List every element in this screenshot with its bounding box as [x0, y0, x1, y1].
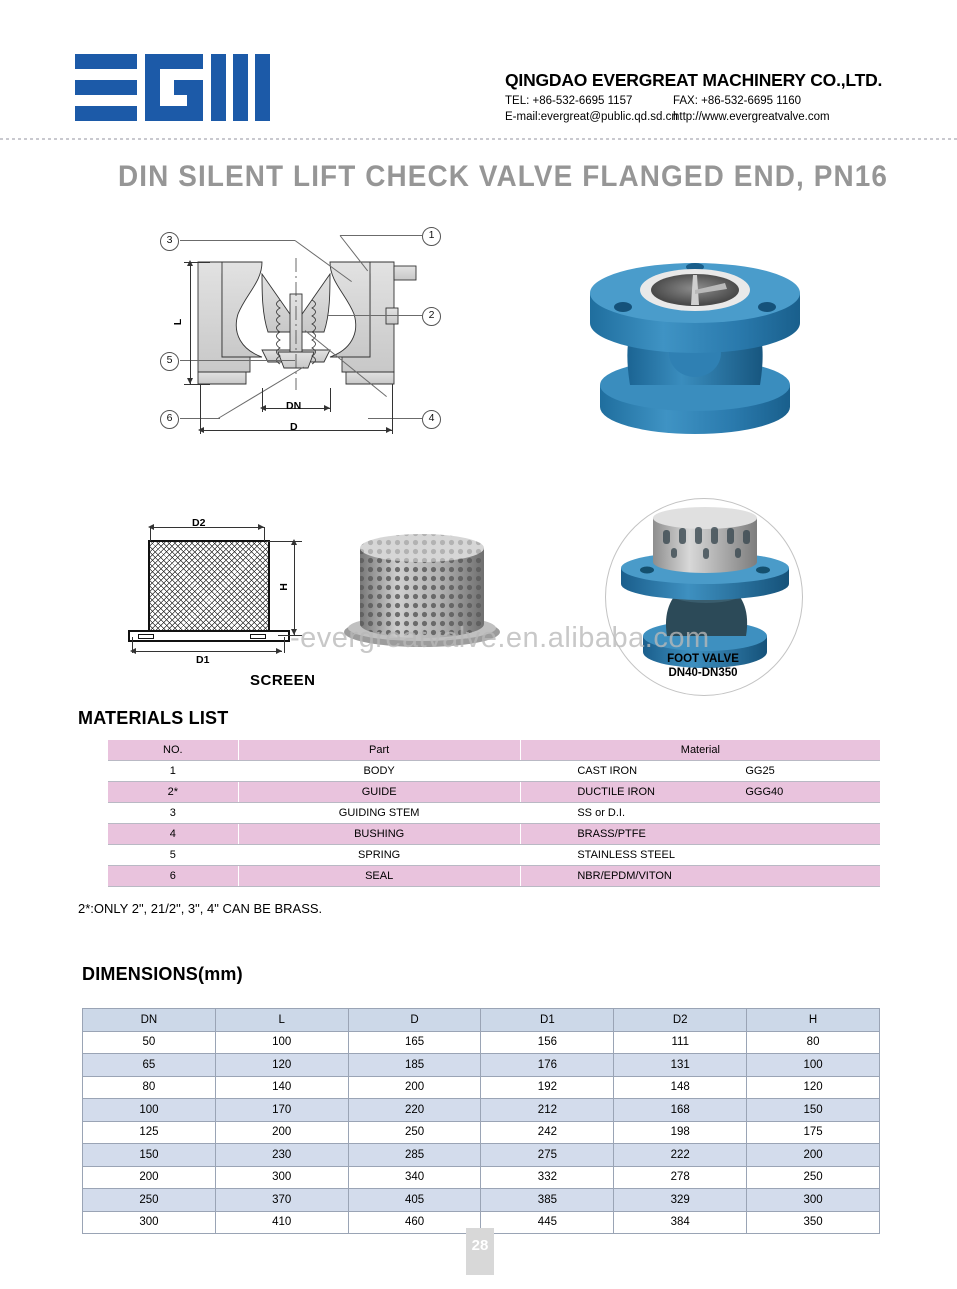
- materials-list-heading: MATERIALS LIST: [78, 708, 229, 728]
- valve-section-svg: [150, 222, 450, 462]
- dim-cell: 50: [83, 1031, 216, 1054]
- dim-D1-ext-left: [132, 637, 133, 653]
- dim-D2-arrow-left: [148, 524, 154, 530]
- table-row: [83, 1076, 880, 1099]
- screen-mesh-pattern: [148, 540, 270, 634]
- table-row: [108, 782, 880, 803]
- dim-col-l: L: [215, 1009, 348, 1032]
- watermark-text: -evergreatvalve.en.alibaba.com: [290, 622, 710, 654]
- tel-label: TEL:: [505, 95, 530, 107]
- dim-D-arrow-left: [198, 427, 204, 433]
- callout-5: 5: [160, 352, 179, 371]
- callout-1: 1: [422, 227, 441, 246]
- material-no: 5: [108, 845, 238, 866]
- telephone: [505, 95, 673, 107]
- dim-cell: 410: [215, 1211, 348, 1234]
- dim-D1-ext-right: [284, 637, 285, 653]
- material-part: BUSHING: [238, 824, 520, 845]
- dim-cell: 125: [83, 1121, 216, 1144]
- materials-footnote: 2*:ONLY 2", 21/2", 3", 4" CAN BE BRASS.: [78, 901, 323, 916]
- dimensions-table: [82, 1008, 880, 1234]
- foot-valve-caption-line1: FOOT VALVE: [667, 653, 739, 665]
- website-url[interactable]: http://www.evergreatvalve.com: [673, 111, 830, 123]
- dim-col-h: H: [747, 1009, 880, 1032]
- materials-list-table: [108, 740, 880, 887]
- material-value: BRASS/PTFE: [520, 824, 880, 845]
- dim-D2-ext-left: [150, 527, 151, 541]
- dim-D1-arrow-left: [130, 648, 136, 654]
- company-logo-icon: [75, 52, 271, 124]
- dim-cell: 329: [614, 1189, 747, 1212]
- leader-3: [180, 240, 295, 241]
- dim-D-ext-left: [200, 384, 201, 434]
- screen-caption: SCREEN: [250, 672, 316, 689]
- company-info: [505, 70, 945, 123]
- callout-4: 4: [422, 410, 441, 429]
- table-header-row: [108, 740, 880, 761]
- dim-col-dn: DN: [83, 1009, 216, 1032]
- check-valve-product-photo: [575, 235, 815, 460]
- material-part: BODY: [238, 761, 520, 782]
- material-no: 6: [108, 866, 238, 887]
- dim-cell: 192: [481, 1076, 614, 1099]
- dim-label-D: D: [290, 421, 298, 433]
- dim-cell: 250: [83, 1189, 216, 1212]
- leader-2: [328, 315, 422, 316]
- dim-label-D1: D1: [196, 654, 210, 666]
- dim-H-ext-top: [266, 541, 302, 542]
- email-address: E-mail:evergreat@public.qd.sd.cn: [505, 111, 678, 123]
- dim-cell: 340: [348, 1166, 481, 1189]
- material-no: 2*: [108, 782, 238, 803]
- dim-cell: 80: [747, 1031, 880, 1054]
- dim-cell: 111: [614, 1031, 747, 1054]
- material-no: 4: [108, 824, 238, 845]
- dim-cell: 200: [747, 1144, 880, 1167]
- fax-value: +86-532-6695 1160: [701, 95, 802, 107]
- base-hole-right: [250, 634, 266, 639]
- dim-label-DN: DN: [286, 400, 302, 412]
- dim-cell: 200: [215, 1121, 348, 1144]
- base-hole-left: [138, 634, 154, 639]
- table-row: [83, 1121, 880, 1144]
- dim-cell: 242: [481, 1121, 614, 1144]
- dim-cell: 445: [481, 1211, 614, 1234]
- foot-valve-caption: [605, 652, 801, 680]
- material-part: SEAL: [238, 866, 520, 887]
- dim-cell: 220: [348, 1099, 481, 1122]
- foot-valve-caption-line2: DN40-DN350: [668, 667, 738, 679]
- valve-cross-section-drawing: [150, 222, 450, 462]
- table-row: [83, 1054, 880, 1077]
- table-row: [108, 845, 880, 866]
- leader-5: [180, 360, 295, 361]
- dim-L-arrow-top: [187, 260, 193, 266]
- table-row: [108, 761, 880, 782]
- table-row: [108, 824, 880, 845]
- dim-cell: 185: [348, 1054, 481, 1077]
- dim-cell: 170: [215, 1099, 348, 1122]
- materials-col-part: Part: [238, 740, 520, 761]
- page-title: DIN SILENT LIFT CHECK VALVE FLANGED END, PN16: [118, 160, 888, 193]
- dim-cell: 285: [348, 1144, 481, 1167]
- dim-cell: 250: [348, 1121, 481, 1144]
- callout-2: 2: [422, 307, 441, 326]
- dim-label-D2: D2: [192, 517, 206, 529]
- dim-cell: 150: [747, 1099, 880, 1122]
- fax: [673, 95, 801, 107]
- dim-cell: 150: [83, 1144, 216, 1167]
- dim-cell: 200: [83, 1166, 216, 1189]
- dim-cell: 300: [747, 1189, 880, 1212]
- dim-L-ext-bottom: [184, 384, 210, 385]
- dim-cell: 300: [215, 1166, 348, 1189]
- material-part: SPRING: [238, 845, 520, 866]
- callout-3: 3: [160, 232, 179, 251]
- table-row: [108, 803, 880, 824]
- dim-cell: 65: [83, 1054, 216, 1077]
- dim-D2-line: [150, 527, 264, 528]
- dim-col-d: D: [348, 1009, 481, 1032]
- callout-6: 6: [160, 410, 179, 429]
- material-part: GUIDE: [238, 782, 520, 803]
- screen-base-plate: [128, 630, 290, 642]
- company-name: QINGDAO EVERGREAT MACHINERY CO.,LTD.: [505, 70, 883, 90]
- dim-DN-ext-left: [262, 388, 263, 412]
- material-no: 3: [108, 803, 238, 824]
- dim-col-d2: D2: [614, 1009, 747, 1032]
- contact-row-web: [505, 111, 945, 123]
- dim-D2-ext-right: [264, 527, 265, 541]
- dim-cell: 165: [348, 1031, 481, 1054]
- dim-cell: 384: [614, 1211, 747, 1234]
- dim-DN-ext-right: [330, 388, 331, 412]
- materials-col-material: Material: [520, 740, 880, 761]
- table-row: [108, 866, 880, 887]
- dim-cell: 148: [614, 1076, 747, 1099]
- dim-L-line: [190, 262, 191, 384]
- dim-cell: 300: [83, 1211, 216, 1234]
- material-value: SS or D.I.: [520, 803, 880, 824]
- dimensions-heading: DIMENSIONS(mm): [82, 964, 243, 984]
- dim-cell: 460: [348, 1211, 481, 1234]
- dim-cell: 168: [614, 1099, 747, 1122]
- material-value: NBR/EPDM/VITON: [520, 866, 880, 887]
- page-header: [0, 0, 957, 140]
- material-value: STAINLESS STEEL: [520, 845, 880, 866]
- dim-cell: 222: [614, 1144, 747, 1167]
- dim-cell: 230: [215, 1144, 348, 1167]
- material-no: 1: [108, 761, 238, 782]
- table-row: [83, 1166, 880, 1189]
- dim-cell: 198: [614, 1121, 747, 1144]
- dim-cell: 100: [215, 1031, 348, 1054]
- fax-label: FAX:: [673, 95, 698, 107]
- dim-cell: 385: [481, 1189, 614, 1212]
- dim-cell: 156: [481, 1031, 614, 1054]
- dim-cell: 140: [215, 1076, 348, 1099]
- dim-cell: 350: [747, 1211, 880, 1234]
- dim-cell: 131: [614, 1054, 747, 1077]
- table-row: [83, 1099, 880, 1122]
- dim-cell: 120: [747, 1076, 880, 1099]
- table-row: [83, 1144, 880, 1167]
- dim-col-d1: D1: [481, 1009, 614, 1032]
- dim-cell: 176: [481, 1054, 614, 1077]
- table-row: [83, 1031, 880, 1054]
- dim-D1-arrow-right: [276, 648, 282, 654]
- dim-H-arrow-top: [291, 539, 297, 545]
- dim-cell: 370: [215, 1189, 348, 1212]
- material-value: DUCTILE IRON GGG40: [520, 782, 880, 803]
- dim-D1-line: [132, 651, 282, 652]
- material-value: CAST IRON GG25: [520, 761, 880, 782]
- dim-cell: 332: [481, 1166, 614, 1189]
- dim-cell: 175: [747, 1121, 880, 1144]
- tel-value: +86-532-6695 1157: [532, 95, 633, 107]
- table-header-row: [83, 1009, 880, 1032]
- dim-cell: 278: [614, 1166, 747, 1189]
- dim-cell: 80: [83, 1076, 216, 1099]
- header-divider: [0, 138, 957, 140]
- dim-cell: 100: [83, 1099, 216, 1122]
- dim-cell: 250: [747, 1166, 880, 1189]
- leader-1: [340, 235, 422, 236]
- dim-cell: 200: [348, 1076, 481, 1099]
- dim-cell: 100: [747, 1054, 880, 1077]
- dim-L-ext-top: [184, 262, 210, 263]
- dim-cell: 120: [215, 1054, 348, 1077]
- dim-label-L: L: [172, 318, 185, 326]
- contact-row-phone: [505, 95, 945, 107]
- leader-4: [368, 418, 422, 419]
- dim-DN-arrow-left: [260, 405, 266, 411]
- dim-cell: 212: [481, 1099, 614, 1122]
- page-number: 28: [471, 1237, 489, 1254]
- dim-cell: 405: [348, 1189, 481, 1212]
- table-row: [83, 1189, 880, 1212]
- material-part: GUIDING STEM: [238, 803, 520, 824]
- materials-col-no: NO.: [108, 740, 238, 761]
- dim-H-line: [294, 541, 295, 635]
- dim-label-H: H: [277, 583, 290, 591]
- dim-cell: 275: [481, 1144, 614, 1167]
- dim-D-ext-right: [392, 384, 393, 434]
